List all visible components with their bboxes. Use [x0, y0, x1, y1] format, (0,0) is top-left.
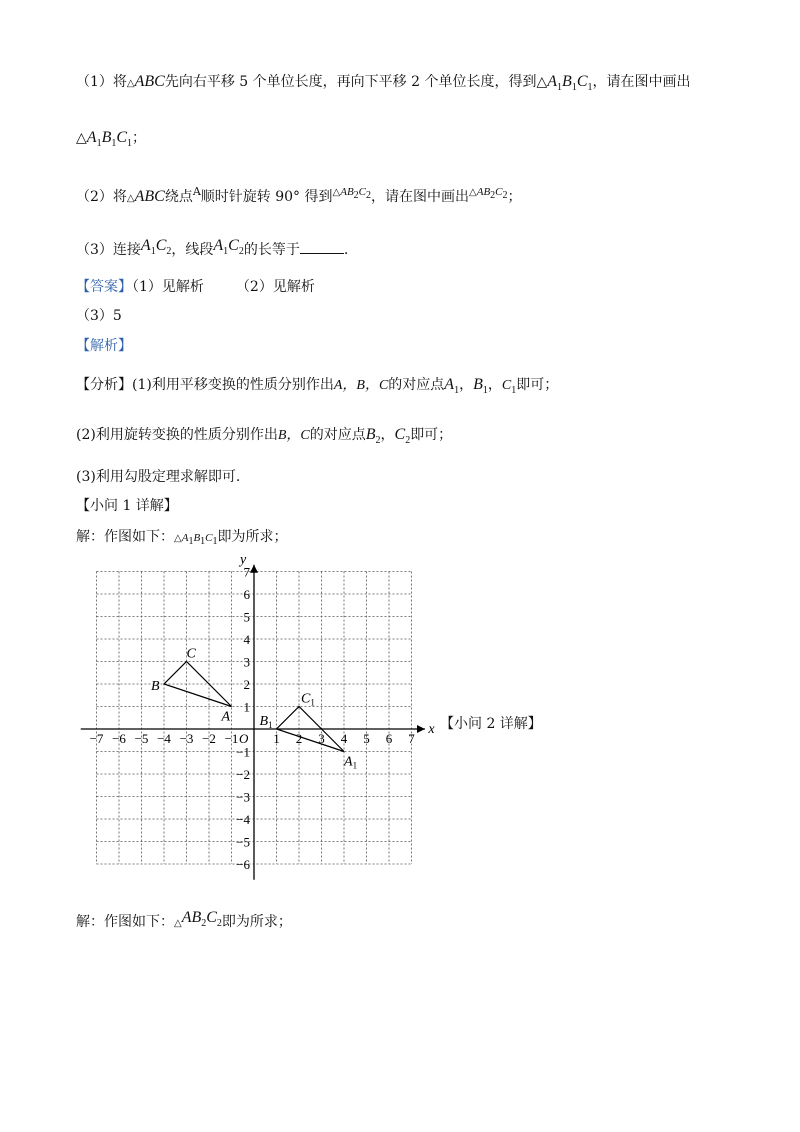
y-tick-label: −6 — [236, 857, 250, 872]
q1b-a1b1c1: $A_1B_1C_1$ — [86, 129, 133, 150]
y-tick-label: 1 — [243, 699, 250, 715]
y-tick-label: 3 — [243, 654, 250, 670]
answer-line: 【答案】（1）见解析 （2）见解析 — [76, 279, 315, 295]
question-1 — [76, 72, 690, 98]
x-tick-label: −2 — [202, 731, 216, 746]
sub2-solution: 解：作图如下：$\triangle AB_2C_2$即为所求； — [76, 909, 292, 930]
y-tick-label: −5 — [236, 834, 250, 850]
origin-label: O — [239, 731, 249, 746]
y-tick-label: 5 — [243, 609, 250, 625]
y-tick-label: −4 — [236, 812, 250, 827]
x-tick-label: −5 — [134, 731, 149, 746]
sub2-tag: 【小问 2 详解】 — [440, 716, 542, 732]
sub1-tag: 【小问 1 详解】 — [76, 498, 178, 514]
triangle-symbol: △ — [126, 78, 135, 89]
answer-blank — [300, 239, 344, 254]
analysis-tag: 【解析】 — [76, 338, 132, 354]
q1-prefix: （1）将 — [76, 74, 127, 90]
y-tick-label: 2 — [243, 677, 250, 692]
x-tick-label: −3 — [179, 731, 194, 746]
question-1-cont: $\triangle A_1B_1C_1$； — [76, 129, 147, 150]
question-3: （3）连接$A_1C_2$，线段$A_1C_2$的长等于 . — [76, 237, 349, 258]
x-tick-label: 5 — [363, 731, 370, 746]
x-tick-label: 1 — [273, 731, 280, 746]
triangle-symbol: △ — [76, 130, 87, 146]
analysis-line-2: (2)利用旋转变换的性质分别作出B，C的对应点$B_2$，$C_2$即可； — [76, 426, 453, 447]
answer-part3: （3）5 — [76, 308, 122, 324]
point-label-c1: $C_1$ — [301, 691, 315, 708]
x-tick-label: 2 — [295, 731, 303, 746]
y-axis-label: y — [240, 552, 247, 568]
answer-tag: 【答案】 — [76, 279, 132, 295]
point-label-b1: $B_1$ — [259, 714, 273, 730]
y-tick-label: 7 — [243, 564, 250, 580]
y-tick-label: −1 — [236, 744, 250, 760]
y-axis-arrow — [250, 565, 258, 573]
y-tick-label: 4 — [243, 632, 250, 647]
tick-labels — [90, 565, 416, 873]
question-2: （2）将△ABC绕点$^A$顺时针旋转 90° 得到$^{\triangle AB_2C_2}$，请在图中画出$^{\triangle AB_2C_2}$； — [76, 185, 522, 205]
x-axis-arrow — [417, 725, 425, 733]
y-tick-label: −2 — [236, 767, 250, 782]
q1-a1b1c1: $A_1B_1C_1$ — [547, 73, 593, 94]
sub1-solution: 解：作图如下：$\triangle A_1B_1C_1$即为所求； — [76, 529, 288, 548]
q2-prefix: （2）将 — [76, 189, 127, 205]
point-label-c: C — [186, 646, 196, 662]
y-tick-label: −3 — [236, 789, 250, 805]
x-axis-label: x — [428, 722, 435, 737]
coordinate-graph — [80, 550, 440, 880]
q1-text-end: ，请在图中画出 — [592, 74, 691, 90]
y-tick-label: 6 — [243, 587, 250, 602]
q1-abc: ABC — [134, 73, 165, 90]
x-tick-label: 3 — [318, 731, 325, 746]
analysis-line-3: (3)利用勾股定理求解即可. — [76, 469, 241, 485]
point-label-b: B — [151, 679, 160, 694]
x-tick-label: −7 — [89, 731, 104, 746]
point-label-a: A — [221, 709, 231, 725]
x-tick-label: 4 — [340, 731, 348, 746]
x-tick-label: 7 — [408, 731, 415, 746]
axes — [81, 553, 436, 880]
analysis-line-1: 【分析】(1)利用平移变换的性质分别作出A，B，C的对应点$A_1$，$B_1$，$C_1$即可； — [76, 376, 559, 397]
x-tick-label: −1 — [224, 731, 239, 746]
triangle-symbol: △ — [536, 74, 548, 90]
point-label-a1: $A_1$ — [344, 754, 358, 771]
q1-text: 先向右平移 5 个单位长度，再向下平移 2 个单位长度，得到 — [164, 74, 537, 90]
x-tick-label: 6 — [385, 731, 393, 746]
x-tick-label: −6 — [112, 731, 126, 746]
x-tick-label: −4 — [157, 731, 171, 746]
